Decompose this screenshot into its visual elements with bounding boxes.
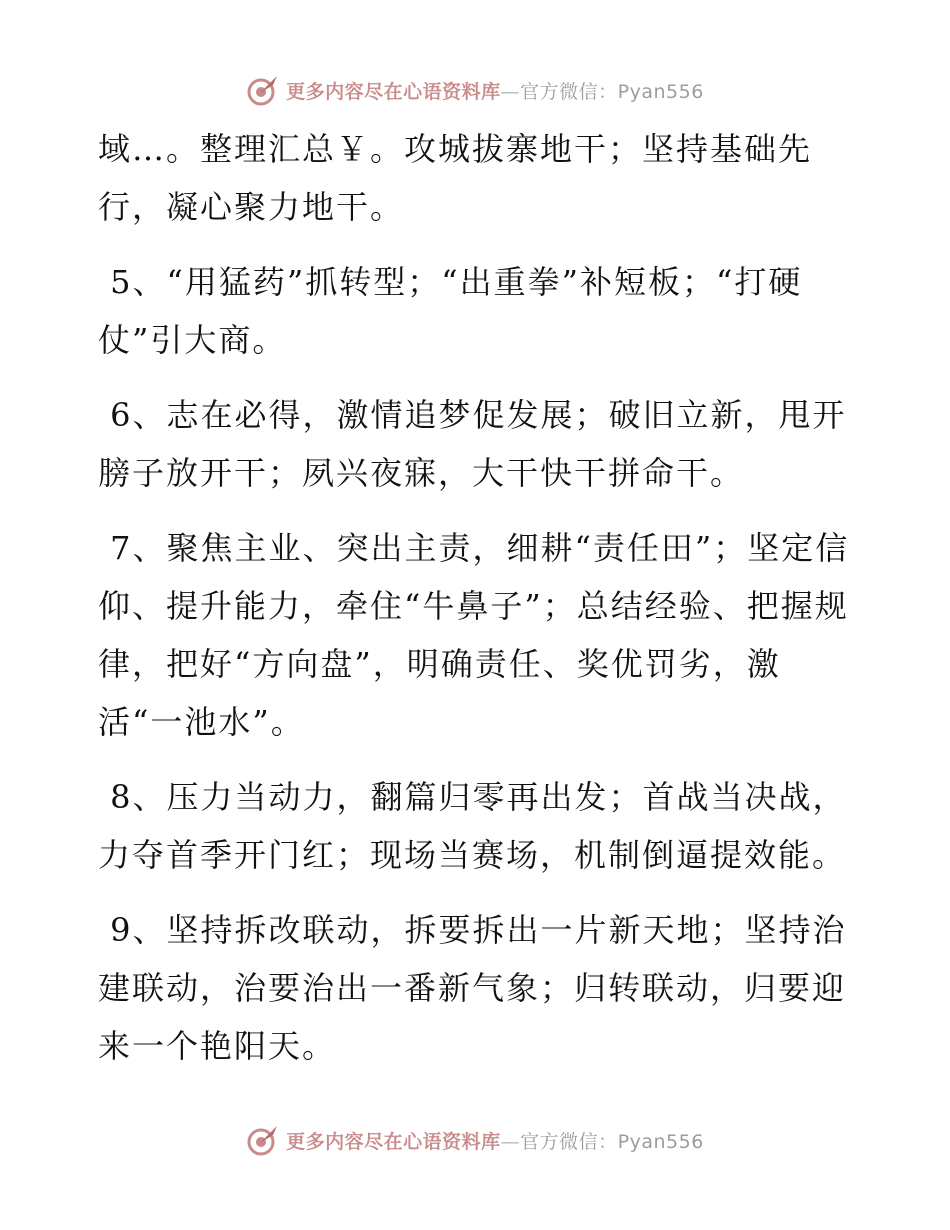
paragraph-item-7: 7、聚焦主业、突出主责，细耕“责任田”；坚定信仰、提升能力，牵住“牛鼻子”；总结经验、把握规律，把好“方向盘”，明确责任、奖优罚劣，激活“一池水”。 bbox=[98, 529, 850, 741]
watermark-text: 更多内容尽在心语资料库—官方微信：Pyan556 bbox=[286, 80, 704, 103]
header-watermark bbox=[0, 70, 950, 110]
footer-watermark bbox=[0, 1120, 950, 1160]
paragraph-continued: 域…。整理汇总￥。攻城拔寨地干；坚持基础先行，凝心聚力地干。 bbox=[98, 130, 813, 226]
paragraph-item-9: 9、坚持拆改联动，拆要拆出一片新天地；坚持治建联动，治要治出一番新气象；归转联动，归要迎来一个艳阳天。 bbox=[98, 911, 847, 1065]
paragraph-item-5: 5、“用猛药”抓转型；“出重拳”补短板；“打硬仗”引大商。 bbox=[98, 263, 803, 359]
quill-logo-icon bbox=[246, 1123, 280, 1157]
document-body bbox=[98, 120, 858, 1092]
watermark-text: 更多内容尽在心语资料库—官方微信：Pyan556 bbox=[286, 1130, 704, 1153]
quill-logo-icon bbox=[246, 73, 280, 107]
paragraph-item-6: 6、志在必得，激情追梦促发展；破旧立新，甩开膀子放开干；夙兴夜寐，大干快干拼命干。 bbox=[98, 396, 847, 492]
paragraph-item-8: 8、压力当动力，翻篇归零再出发；首战当决战，力夺首季开门红；现场当赛场，机制倒逼提效能。 bbox=[98, 778, 847, 874]
